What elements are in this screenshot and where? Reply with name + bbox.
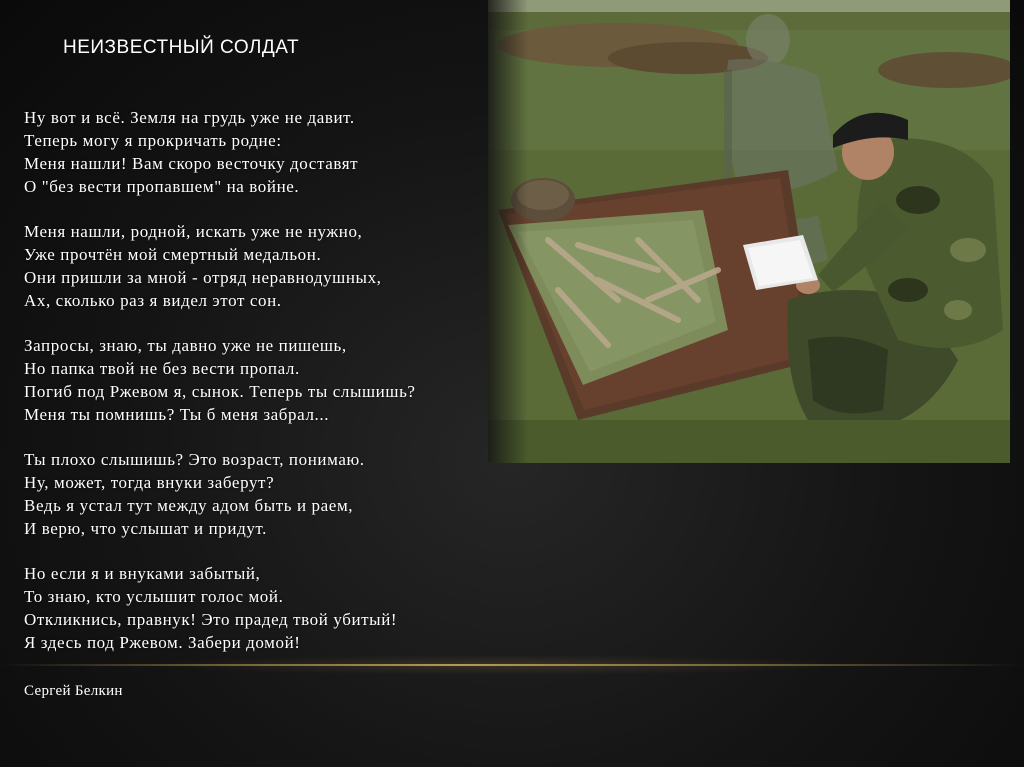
poem-line: Но папка твой не без вести пропал. (24, 359, 300, 378)
poem-line: Ведь я устал тут между адом быть и раем, (24, 496, 354, 515)
stanza-1 (24, 106, 584, 198)
divider-line (0, 664, 1024, 666)
poem (24, 106, 584, 676)
poem-line: Я здесь под Ржевом. Забери домой! (24, 633, 301, 652)
stanza-3 (24, 334, 584, 426)
poem-line: И верю, что услышат и придут. (24, 519, 268, 538)
poem-line: Погиб под Ржевом я, сынок. Теперь ты слышишь? (24, 382, 416, 401)
slide-title: НЕИЗВЕСТНЫЙ СОЛДАТ (63, 37, 300, 58)
poem-line: Ну, может, тогда внуки заберут? (24, 473, 275, 492)
poem-line: Откликнись, правнук! Это прадед твой убитый! (24, 610, 398, 629)
stanza-2 (24, 220, 584, 312)
poem-line: Ты плохо слышишь? Это возраст, понимаю. (24, 450, 365, 469)
poem-line: О "без вести пропавшем" на войне. (24, 177, 300, 196)
poem-line: Меня нашли! Вам скоро весточку доставят (24, 154, 359, 173)
poem-line: Меня ты помнишь? Ты б меня забрал... (24, 405, 330, 424)
poem-line: Теперь могу я прокричать родне: (24, 131, 282, 150)
poem-line: Они пришли за мной - отряд неравнодушных, (24, 268, 382, 287)
poem-line: То знаю, кто услышит голос мой. (24, 587, 284, 606)
poem-line: Запросы, знаю, ты давно уже не пишешь, (24, 336, 347, 355)
stanza-4 (24, 448, 584, 540)
poem-line: Меня нашли, родной, искать уже не нужно, (24, 222, 363, 241)
poem-author: Сергей Белкин (24, 683, 123, 699)
poem-line: Но если я и внуками забытый, (24, 564, 261, 583)
poem-line: Уже прочтён мой смертный медальон. (24, 245, 322, 264)
stanza-5 (24, 562, 584, 654)
poem-line: Ах, сколько раз я видел этот сон. (24, 291, 282, 310)
poem-line: Ну вот и всё. Земля на грудь уже не давит. (24, 108, 355, 127)
